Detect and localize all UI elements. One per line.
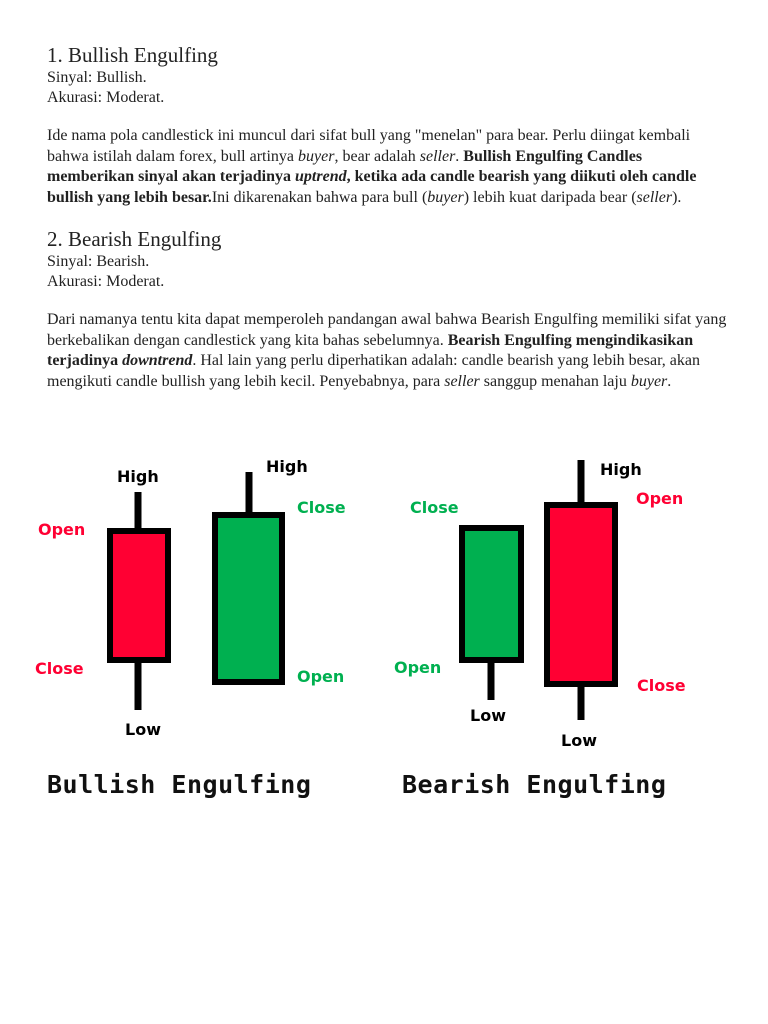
bearish-candle-large	[547, 505, 615, 684]
label-low: Low	[470, 706, 506, 725]
label-close: Close	[637, 676, 686, 695]
text-run: seller	[419, 147, 456, 165]
article	[47, 42, 727, 392]
text-run: . Hal lain yang perlu diperhatikan adalah: candle bearish yang lebih besar, akan mengikuti candle bullish yang lebih kecil. Penyebabnya, para	[47, 352, 700, 390]
label-open: Open	[636, 489, 684, 508]
label-close: Close	[35, 659, 84, 678]
text-run: ) lebih kuat daripada bear (	[463, 188, 637, 206]
label-close: Close	[297, 498, 346, 517]
section-bearish	[47, 226, 727, 392]
text-run: , ketika ada candle bearish yang diikuti oleh candle bullish yang lebih besar.	[47, 168, 697, 206]
accuracy-text: Akurasi: Moderat.	[47, 273, 165, 290]
text-run: Ide nama pola candlestick ini muncul dari sifat bull yang "menelan" para bear. Perlu diingat kembali bahwa istilah dalam forex, bull artinya	[47, 127, 691, 165]
bullish-caption: Bullish Engulfing	[47, 770, 312, 799]
text-run: ).	[672, 188, 682, 206]
label-close: Close	[410, 498, 459, 517]
text-run: sanggup menahan laju	[479, 372, 631, 390]
text-run: buyer	[630, 372, 668, 390]
text-run: Ini dikarenakan bahwa para bull (	[211, 188, 428, 206]
label-high: High	[117, 467, 159, 486]
bearish-candle-small	[110, 531, 168, 660]
text-run: buyer	[427, 188, 464, 206]
signal-text: Sinyal: Bullish.	[47, 69, 147, 86]
text-run: buyer	[298, 147, 335, 165]
bullish-candle-large	[215, 515, 282, 682]
text-run: downtrend	[122, 352, 193, 369]
text-run: , bear adalah	[334, 147, 420, 165]
signal-text: Sinyal: Bearish.	[47, 253, 150, 270]
accuracy-text: Akurasi: Moderat.	[47, 89, 165, 106]
text-run: .	[455, 147, 464, 165]
label-high: High	[266, 457, 308, 476]
text-run: uptrend	[295, 168, 347, 185]
section-bullish	[47, 42, 727, 208]
bearish-caption: Bearish Engulfing	[402, 770, 667, 799]
section-title: 2. Bearish Engulfing	[47, 227, 222, 251]
text-run: Bullish Engulfing Candles memberikan sinyal akan terjadinya	[47, 147, 643, 185]
label-high: High	[600, 460, 642, 479]
label-low: Low	[561, 731, 597, 750]
label-low: Low	[125, 720, 161, 739]
label-open: Open	[38, 520, 86, 539]
text-run: seller	[636, 188, 673, 206]
label-open: Open	[297, 667, 345, 686]
text-run: seller	[444, 372, 480, 390]
paragraph	[47, 310, 727, 392]
candlestick-illustration	[0, 448, 768, 818]
text-run: Bearish Engulfing mengindikasikan terjadinya	[47, 331, 694, 369]
engulfing-figure	[0, 448, 768, 818]
text-run: .	[667, 372, 672, 390]
paragraph	[47, 126, 727, 208]
text-run: Dari namanya tentu kita dapat memperoleh pandangan awal bahwa Bearish Engulfing memiliki sifat yang berkebalikan dengan candlestick yang kita bahas sebelumnya.	[47, 311, 727, 349]
bullish-candle-small	[462, 528, 521, 660]
label-open: Open	[394, 658, 442, 677]
section-title: 1. Bullish Engulfing	[47, 43, 218, 67]
